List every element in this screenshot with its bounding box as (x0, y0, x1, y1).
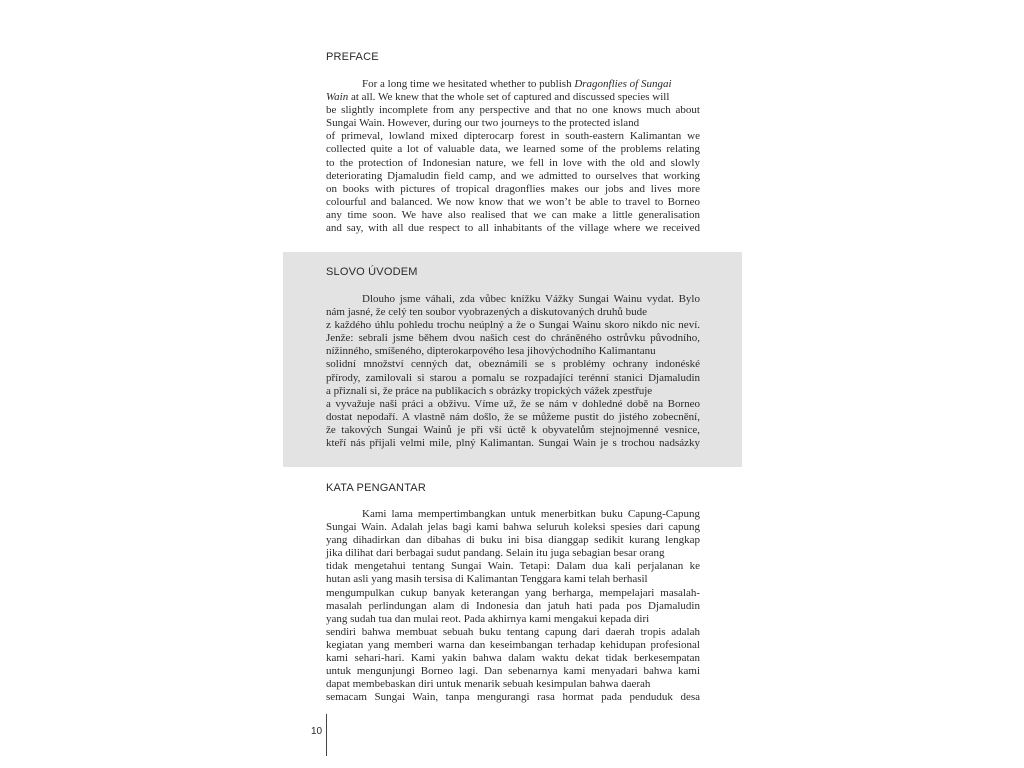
kata-line: jika dilihat dari berbagai sudut pandang. Selain itu juga sebagian besar orang (326, 547, 665, 560)
slovo-line: Jenže: sebrali jsme během dvou našich cest do chráněného ostrůvku původního, (326, 332, 700, 345)
slovo-line: nám jasné, že celý ten soubor vyobrazených a diskutovaných druhů bude (326, 306, 648, 319)
kata-pengantar-heading: KATA PENGANTAR (326, 482, 426, 494)
kata-line: dapat membebaskan diri untuk menarik sebuah kesimpulan bahwa daerah (326, 678, 651, 691)
kata-line: kami sehari-hari. Kami yakin bahwa dalam waktu dekat tidak berkesempatan (326, 652, 700, 665)
slovo-line: přírody, zamilovali si starou a pomalu se rozpadající terénní stanici Djamaludin (326, 371, 700, 384)
page-number-rule (326, 714, 327, 756)
slovo-uvodem-paragraph (326, 293, 700, 450)
slovo-line: a vyvažuje naši práci a obživu. Víme už, že se nám v dohledné době na Borneo (326, 397, 700, 410)
preface-line: any time soon. We have also realised that we can make a little generalisation (326, 208, 700, 221)
slovo-line: a přiznali si, že práce na publikacích s obrázky tropických vážek zpestřuje (326, 384, 653, 397)
preface-line: and say, with all due respect to all inhabitants of the village where we received (326, 222, 700, 235)
preface-line: on books with pictures of tropical dragonflies makes our jobs and lives more (326, 182, 700, 195)
kata-line: tidak mengetahui tentang Sungai Wain. Tetapi: Dalam dua kali perjalanan ke (326, 560, 700, 573)
slovo-line: z každého úhlu pohledu trochu neúplný a že o Sungai Wainu skoro nikdo nic neví. (326, 319, 700, 332)
preface-line: be slightly incomplete from any perspective and that no one knows much about (326, 104, 700, 117)
slovo-line: Dlouho jsme váhali, zda vůbec knížku Vážky Sungai Wainu vydat. Bylo (362, 293, 700, 305)
kata-line: semacam Sungai Wain, tanpa mengurangi rasa hormat pada penduduk desa (326, 691, 700, 704)
book-title-italic: Wain (326, 91, 349, 104)
book-title-italic: Dragonflies of Sungai (574, 78, 672, 90)
preface-heading: PREFACE (326, 51, 379, 63)
slovo-line: solidní množství cenných dat, obeznámili se s problémy ochrany indonéské (326, 358, 700, 371)
kata-line: sendiri bahwa membuat sebuah buku tentang capung dari daerah tropis adalah (326, 625, 700, 638)
kata-line: masalah perlindungan alam di Indonesia dan jatuh hati pada pos Djamaludin (326, 599, 700, 612)
preface-line: Wain at all. We knew that the whole set of captured and discussed species will (326, 91, 670, 104)
kata-line: untuk mengunjungi Borneo lagi. Dan sebenarnya kami menyadari bahwa kami (326, 665, 700, 678)
kata-line: kegiatan yang memberi warna dan keseimbangan terhadap kehidupan profesional (326, 638, 700, 651)
preface-line: of primeval, lowland mixed dipterocarp forest in south-eastern Kalimantan we (326, 130, 700, 143)
preface-line: For a long time we hesitated whether to publish Dragonflies of Sungai (362, 78, 672, 90)
slovo-line: nížinného, smíšeného, dipterokarpového lesa jihovýchodního Kalimantanu (326, 345, 656, 358)
slovo-line: kteří nás přijali velmi mile, plný Kalimantan. Sungai Wain je s trochou nadsázky (326, 437, 700, 450)
kata-line: Sungai Wain. Adalah jelas bagi kami bahwa seluruh koleksi spesies dari capung (326, 521, 700, 534)
slovo-line: že takových Sungai Wainů je při vší úctě k obyvatelům stejnojmenné vesnice, (326, 423, 700, 436)
preface-line: deteriorating Djamaludin field camp, and we admitted to ourselves that working (326, 169, 700, 182)
preface-line: collected quite a lot of valuable data, we learned some of the problems relating (326, 143, 700, 156)
preface-line: Sungai Wain. However, during our two journeys to the protected island (326, 117, 640, 130)
preface-line: colourful and balanced. We now know that we won’t be able to travel to Borneo (326, 195, 700, 208)
slovo-line: dostat nepodaří. A vlastně nám došlo, že se můžeme pustit do jistého zobecnění, (326, 410, 700, 423)
kata-pengantar-paragraph (326, 508, 700, 704)
kata-line: yang sudah tua dan mulai reot. Pada akhirnya kami mengakui kepada diri (326, 612, 650, 625)
kata-line: yang dihadirkan dan dibahas di buku ini bisa dianggap sedikit kurang lengkap (326, 534, 700, 547)
preface-line: to the protection of Indonesian nature, we fell in love with the old and slowly (326, 156, 700, 169)
kata-line: hutan asli yang masih tersisa di Kalimantan Tenggara kami telah berhasil (326, 573, 648, 586)
page-number: 10 (311, 726, 323, 737)
slovo-uvodem-heading: SLOVO ÚVODEM (326, 266, 418, 278)
kata-line: Kami lama mempertimbangkan untuk menerbitkan buku Capung-Capung (362, 508, 700, 520)
preface-paragraph (326, 78, 700, 235)
kata-line: mengumpulkan cukup banyak keterangan yang berharga, mempelajari masalah- (326, 586, 700, 599)
